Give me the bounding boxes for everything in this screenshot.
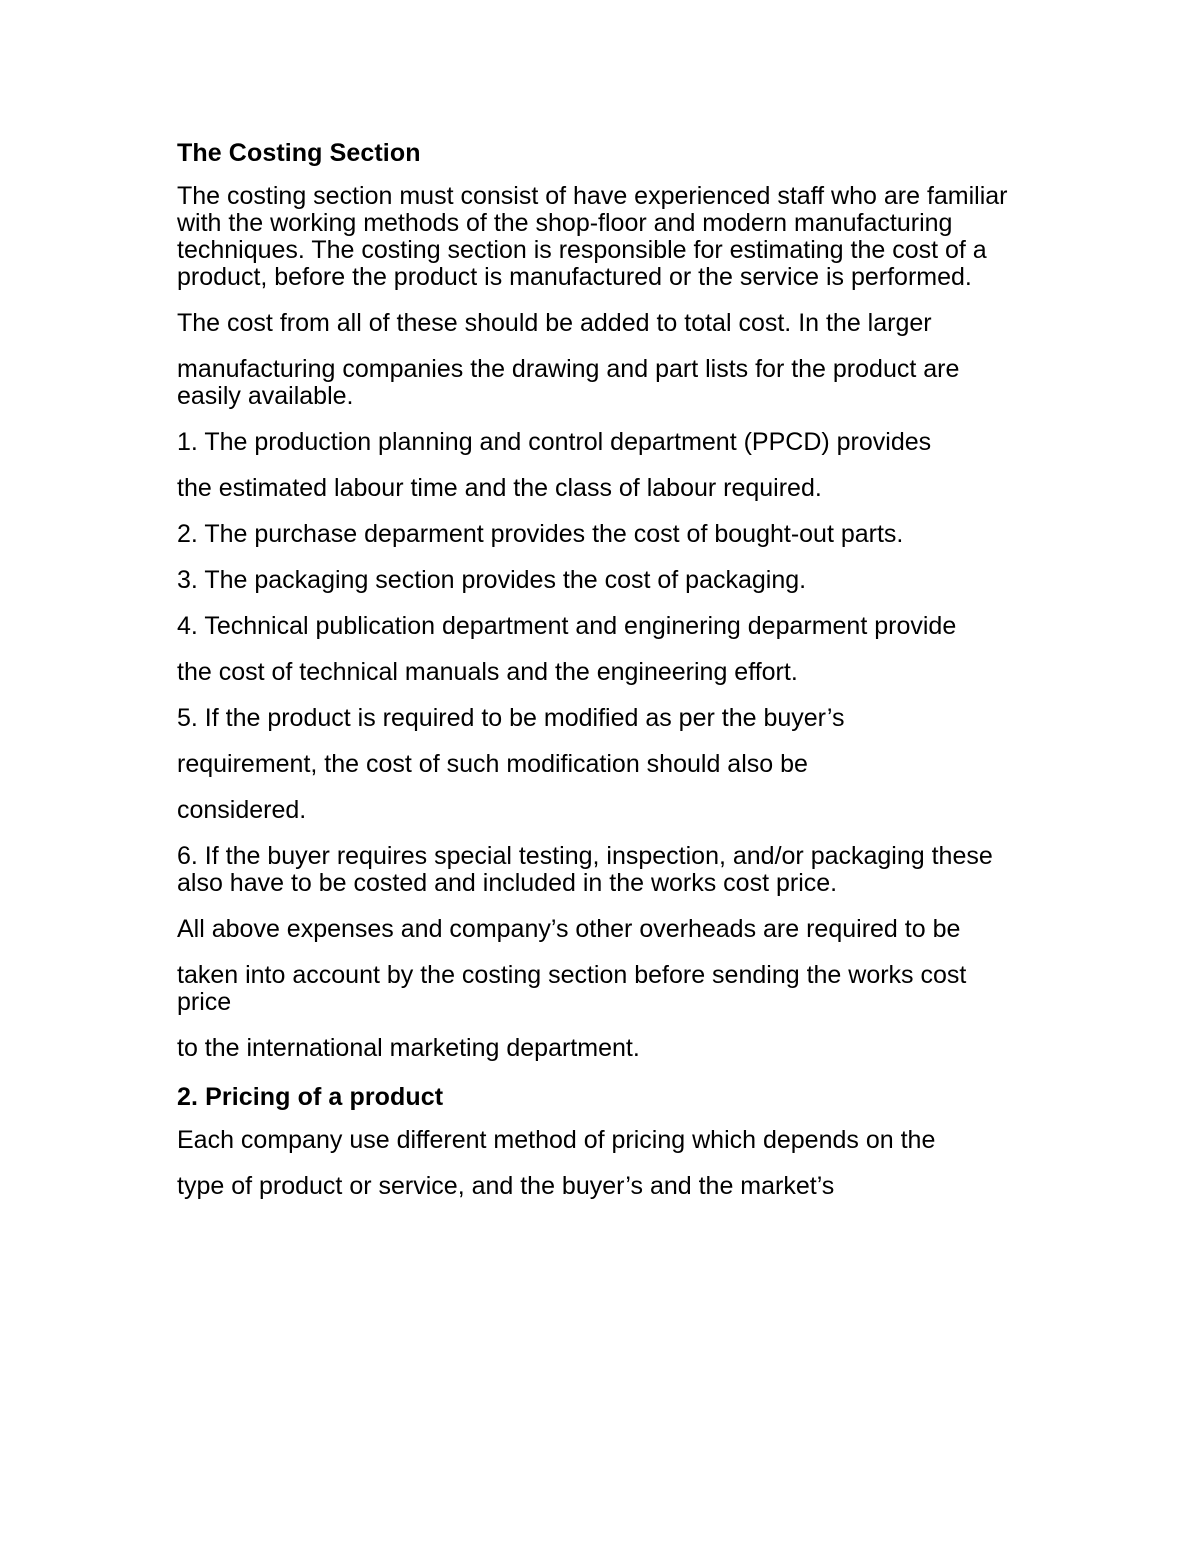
paragraph-total-cost: The cost from all of these should be added to total cost. In the larger bbox=[177, 309, 932, 337]
list-item-3: 3. The packaging section provides the cost of packaging. bbox=[177, 566, 807, 594]
list-item-4: 4. Technical publication department and enginering deparment provide bbox=[177, 612, 957, 640]
section-heading-costing: The Costing Section bbox=[177, 139, 421, 167]
list-item-1: 1. The production planning and control department (PPCD) provides bbox=[177, 428, 932, 456]
section-heading-pricing: 2. Pricing of a product bbox=[177, 1083, 444, 1111]
list-item-5-end: considered. bbox=[177, 796, 307, 824]
paragraph-intro: The costing section must consist of have experienced staff who are familiar with the working methods of the shop-floor and modern manufacturing techniques. The costing section is responsible for estimating the cost of a product, before the product is manufactured or the service is performed. bbox=[177, 182, 1008, 291]
paragraph-pricing-continued: type of product or service, and the buyer’s and the market’s bbox=[177, 1172, 835, 1200]
list-item-5-continued: requirement, the cost of such modification should also be bbox=[177, 750, 808, 778]
list-item-2: 2. The purchase deparment provides the cost of bought-out parts. bbox=[177, 520, 904, 548]
list-item-5: 5. If the product is required to be modified as per the buyer’s bbox=[177, 704, 845, 732]
paragraph-overheads: All above expenses and company’s other overheads are required to be bbox=[177, 915, 961, 943]
paragraph-overheads-continued: taken into account by the costing section before sending the works cost price bbox=[177, 961, 967, 1016]
paragraph-drawing-lists: manufacturing companies the drawing and part lists for the product are easily available. bbox=[177, 355, 960, 410]
list-item-6: 6. If the buyer requires special testing, inspection, and/or packaging these also have to be costed and included in the works cost price. bbox=[177, 842, 993, 897]
document-body bbox=[177, 137, 1047, 1219]
paragraph-overheads-end: to the international marketing department. bbox=[177, 1034, 640, 1062]
list-item-4-continued: the cost of technical manuals and the engineering effort. bbox=[177, 658, 798, 686]
paragraph-pricing-methods: Each company use different method of pricing which depends on the bbox=[177, 1126, 936, 1154]
list-item-1-continued: the estimated labour time and the class of labour required. bbox=[177, 474, 822, 502]
